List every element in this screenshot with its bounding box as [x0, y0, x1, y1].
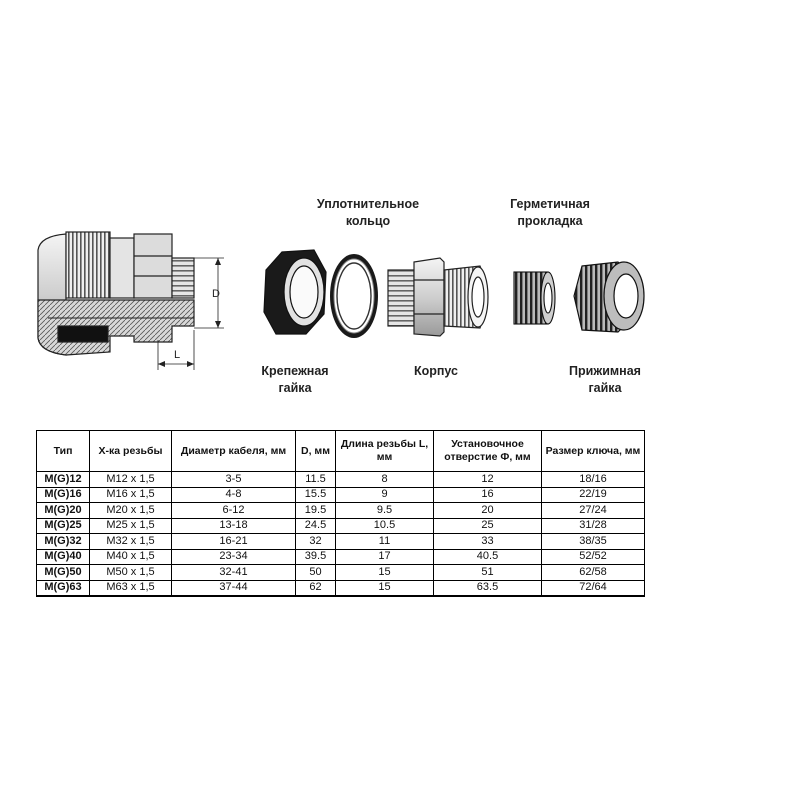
cell-thread-length: 11 — [336, 534, 434, 550]
table-row — [37, 534, 645, 550]
table-row — [37, 487, 645, 503]
cell-cable-diameter: 13-18 — [172, 518, 296, 534]
cell-thread-length: 15 — [336, 580, 434, 596]
cell-cable-diameter: 4-8 — [172, 487, 296, 503]
cell-mounting-hole: 51 — [434, 565, 542, 581]
seal-ring-label — [298, 196, 438, 230]
cell-d: 24.5 — [296, 518, 336, 534]
cell-thread: M32 x 1,5 — [90, 534, 172, 550]
table-row — [37, 472, 645, 488]
lock-nut-label-line-2: гайка — [278, 381, 312, 395]
header-type: Тип — [37, 431, 90, 472]
cell-d: 62 — [296, 580, 336, 596]
cell-d: 39.5 — [296, 549, 336, 565]
seal-ring-label-line-2: кольцо — [345, 214, 391, 228]
cell-type: M(G)12 — [37, 472, 90, 488]
cell-wrench-size: 62/58 — [542, 565, 645, 581]
gasket-label — [490, 196, 610, 230]
cell-d: 15.5 — [296, 487, 336, 503]
dimension-l-label: L — [174, 349, 181, 361]
cell-type: M(G)40 — [37, 549, 90, 565]
cell-mounting-hole: 33 — [434, 534, 542, 550]
cell-cable-diameter: 3-5 — [172, 472, 296, 488]
sealing-ring-drawing — [330, 254, 378, 338]
cell-type: M(G)50 — [37, 565, 90, 581]
cell-mounting-hole: 12 — [434, 472, 542, 488]
cell-d: 32 — [296, 534, 336, 550]
cell-mounting-hole: 20 — [434, 503, 542, 519]
cell-wrench-size: 38/35 — [542, 534, 645, 550]
cap-nut-drawing — [574, 262, 644, 332]
cap-nut-label-line-2: гайка — [588, 381, 622, 395]
table-header-row — [37, 431, 645, 472]
cell-thread-length: 15 — [336, 565, 434, 581]
header-thread: Х-ка резьбы — [90, 431, 172, 472]
lock-nut-drawing — [264, 250, 326, 334]
cell-type: M(G)32 — [37, 534, 90, 550]
cell-mounting-hole: 63.5 — [434, 580, 542, 596]
cell-d: 19.5 — [296, 503, 336, 519]
cell-d: 11.5 — [296, 472, 336, 488]
body-label — [396, 363, 476, 380]
cell-thread-length: 9.5 — [336, 503, 434, 519]
sealing-insert-drawing — [514, 272, 555, 324]
cell-thread: M25 x 1,5 — [90, 518, 172, 534]
cell-d: 50 — [296, 565, 336, 581]
table-row — [37, 503, 645, 519]
cell-cable-diameter: 6-12 — [172, 503, 296, 519]
cell-thread: M12 x 1,5 — [90, 472, 172, 488]
header-mounting-hole: Установочное отверстие Ф, мм — [434, 431, 542, 472]
cell-type: M(G)16 — [37, 487, 90, 503]
cell-thread-length: 17 — [336, 549, 434, 565]
cell-cable-diameter: 16-21 — [172, 534, 296, 550]
cap-nut-label — [550, 363, 660, 397]
header-thread-length: Длина резьбы L, мм — [336, 431, 434, 472]
cell-thread: M20 x 1,5 — [90, 503, 172, 519]
cell-mounting-hole: 25 — [434, 518, 542, 534]
cell-cable-diameter: 23-34 — [172, 549, 296, 565]
cell-thread: M63 x 1,5 — [90, 580, 172, 596]
cap-nut-label-line-1: Прижимная — [569, 364, 641, 378]
cell-wrench-size: 18/16 — [542, 472, 645, 488]
table-row — [37, 518, 645, 534]
seal-ring-label-line-1: Уплотнительное — [316, 197, 420, 211]
spec-table — [36, 430, 645, 597]
cell-cable-diameter: 32-41 — [172, 565, 296, 581]
cell-thread-length: 10.5 — [336, 518, 434, 534]
cell-type: M(G)20 — [37, 503, 90, 519]
cell-wrench-size: 52/52 — [542, 549, 645, 565]
lock-nut-label — [240, 363, 350, 397]
table-row — [37, 580, 645, 596]
gland-body-drawing — [388, 258, 488, 336]
cell-wrench-size: 22/19 — [542, 487, 645, 503]
cell-thread-length: 9 — [336, 487, 434, 503]
table-row — [37, 565, 645, 581]
cell-wrench-size: 27/24 — [542, 503, 645, 519]
header-d: D, мм — [296, 431, 336, 472]
cell-thread: M16 x 1,5 — [90, 487, 172, 503]
table-row — [37, 549, 645, 565]
cell-mounting-hole: 40.5 — [434, 549, 542, 565]
cell-cable-diameter: 37-44 — [172, 580, 296, 596]
lock-nut-label-line-1: Крепежная — [261, 364, 329, 378]
cell-thread-length: 8 — [336, 472, 434, 488]
assembled-gland-drawing — [38, 232, 224, 370]
cell-mounting-hole: 16 — [434, 487, 542, 503]
cell-thread: M40 x 1,5 — [90, 549, 172, 565]
gasket-label-line-2: прокладка — [517, 214, 583, 228]
body-label-line-1: Корпус — [413, 364, 459, 378]
cell-wrench-size: 72/64 — [542, 580, 645, 596]
cell-type: M(G)25 — [37, 518, 90, 534]
gasket-label-line-1: Герметичная — [510, 197, 590, 211]
cell-type: M(G)63 — [37, 580, 90, 596]
dimension-d-label: D — [212, 288, 220, 300]
header-wrench-size: Размер ключа, мм — [542, 431, 645, 472]
cell-thread: M50 x 1,5 — [90, 565, 172, 581]
header-cable-diameter: Диаметр кабеля, мм — [172, 431, 296, 472]
cell-wrench-size: 31/28 — [542, 518, 645, 534]
